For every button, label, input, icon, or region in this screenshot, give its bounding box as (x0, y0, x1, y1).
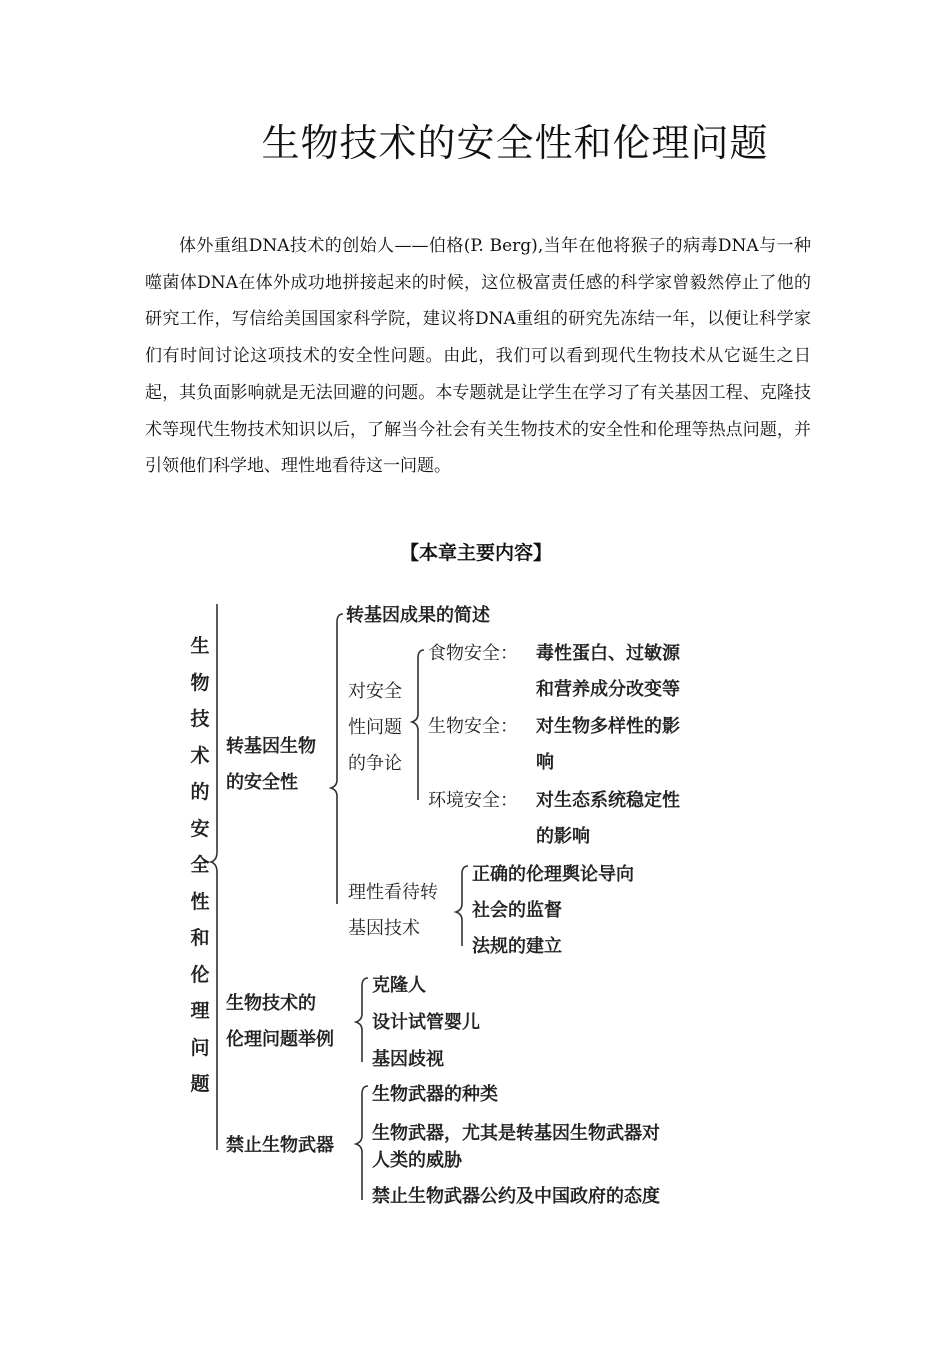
bio-safety-line2: 响 (536, 752, 554, 773)
rational-item: 正确的伦理舆论导向 (472, 864, 634, 885)
intro-paragraph: 体外重组DNA技术的创始人——伯格(P. Berg),当年在他将猴子的病毒DNA与一种噬菌体DNA在体外成功地拼接起来的时候，这位极富责任感的科学家曾毅然停止了他的研究工作，写信给美国国家科学院，建议将DNA重组的研究先冻结一年，以便让科学家们有时间讨论这项技术的安全性问题。由此，我们可以看到现代生物技术从它诞生之日起，其负面影响就是无法回避的问题。本专题就是让学生在学习了有关基因工程、克隆技术等现代生物技术知识以后，了解当今社会有关生物技术的安全性和伦理等热点问题，并引领他们科学地、理性地看待这一问题。 (145, 236, 811, 477)
weapons-item1: 生物武器的种类 (372, 1084, 498, 1105)
ethics-item: 基因歧视 (372, 1049, 444, 1070)
dispute-label-line1: 对安全 (348, 681, 402, 702)
branch2-label-line1: 生物技术的 (226, 993, 316, 1014)
branch1-label-line1: 转基因生物 (226, 736, 316, 757)
rational-item: 法规的建立 (472, 936, 562, 957)
weapons-item2-line2: 人类的威胁 (372, 1150, 462, 1171)
root-char: 的 (190, 781, 210, 803)
root-char: 题 (190, 1073, 210, 1095)
ethics-item: 克隆人 (372, 975, 426, 996)
food-safety-line1: 毒性蛋白、过敏源 (536, 643, 680, 664)
food-safety-label: 食物安全： (428, 643, 518, 664)
root-char: 问 (190, 1036, 210, 1059)
root-char: 理 (190, 1000, 210, 1022)
root-char: 生 (190, 635, 210, 657)
root-char: 性 (190, 890, 210, 913)
section-heading: 【本章主要内容】 (399, 542, 552, 564)
dispute-bracket (412, 650, 424, 800)
weapons-item3: 禁止生物武器公约及中国政府的态度 (372, 1186, 660, 1207)
root-char: 术 (190, 744, 210, 767)
rational-bracket (456, 866, 468, 946)
branch2-label-line2: 伦理问题举例 (226, 1029, 334, 1050)
root-char: 全 (190, 854, 210, 876)
root-label (187, 628, 213, 1103)
env-safety-line1: 对生态系统稳定性 (536, 790, 680, 811)
dispute-label-line3: 的争论 (348, 753, 402, 774)
food-safety-line2: 和营养成分改变等 (536, 679, 680, 700)
branch1-sub1: 转基因成果的简述 (346, 605, 490, 626)
bio-safety-line1: 对生物多样性的影 (536, 716, 680, 737)
root-char: 安 (190, 817, 210, 840)
branch1-label-line2: 的安全性 (226, 772, 298, 793)
weapons-item2-line1: 生物武器，尤其是转基因生物武器对 (372, 1123, 660, 1144)
branch1-bracket (331, 614, 343, 904)
env-safety-label: 环境安全： (428, 790, 518, 811)
bio-safety-label: 生物安全： (428, 716, 518, 737)
ethics-item: 设计试管婴儿 (372, 1012, 480, 1033)
branch2-bracket (356, 978, 368, 1062)
rational-label-line2: 基因技术 (348, 918, 420, 939)
rational-label-line1: 理性看待转 (348, 882, 438, 903)
env-safety-line2: 的影响 (536, 826, 590, 847)
rational-item: 社会的监督 (472, 900, 562, 921)
document-title: 生物技术的安全性和伦理问题 (261, 121, 769, 165)
root-char: 和 (190, 927, 210, 949)
root-char: 伦 (190, 963, 210, 986)
dispute-label-line2: 性问题 (348, 717, 402, 738)
root-char: 物 (190, 671, 210, 694)
root-char: 技 (190, 708, 210, 730)
branch3-label: 禁止生物武器 (226, 1135, 334, 1156)
branch3-bracket (356, 1086, 368, 1200)
